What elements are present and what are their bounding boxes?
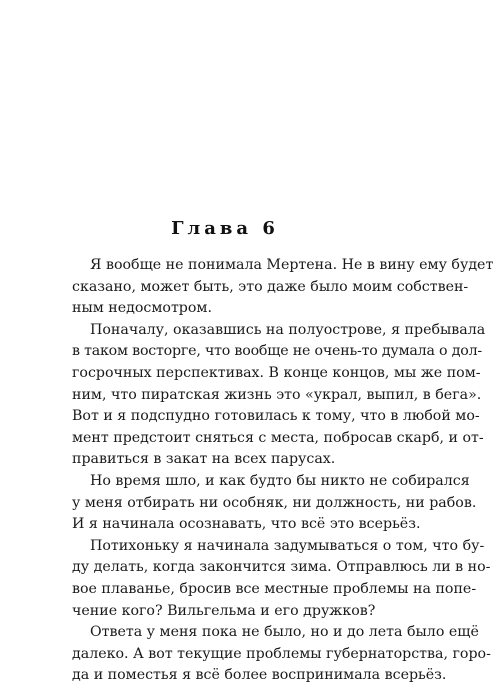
text-line: да и поместья я всё более воспринимала всерьёз. [72, 667, 447, 684]
text-line: сказано, может быть, это даже было моим собствен- [72, 278, 469, 295]
text-line: Потихоньку я начинала задумываться о том, что бу- [90, 537, 485, 554]
text-line: далеко. А вот текущие проблемы губернаторства, горо- [72, 645, 491, 662]
text-line: мент предстоит сняться с места, побросав скарб, и от- [72, 429, 484, 446]
text-line: у меня отбирать ни особняк, ни должность, ни рабов. [72, 494, 477, 511]
text-line: ним, что пиратская жизнь это «украл, выпил, в бега». [72, 386, 482, 403]
text-line: госрочных перспективах. В конце концов, мы же пом- [72, 364, 481, 381]
text-line: Я вообще не понимала Мертена. Не в вину ему будет [90, 257, 493, 273]
text-line: Поначалу, оказавшись на полуострове, я пребывала [90, 321, 486, 338]
text-line: в таком восторге, что вообще не очень-то думала о дол- [72, 343, 482, 360]
text-line: правиться в закат на всех парусах. [72, 451, 336, 468]
chapter-body [72, 255, 493, 687]
chapter-title: Глава 6 [171, 218, 279, 239]
text-line: ным недосмотром. [72, 300, 212, 317]
text-line: Ответа у меня пока не было, но и до лета было ещё [90, 624, 479, 641]
text-line: вое плаванье, бросив все местные проблемы на попе- [72, 580, 477, 597]
text-line: чение кого? Вильгельма и его дружков? [72, 602, 376, 619]
text-line: Вот и я подспудно готовилась к тому, что в любой мо- [72, 408, 480, 425]
text-line: Но время шло, и как будто бы никто не собирался [90, 472, 470, 489]
text-line: ду делать, когда закончится зима. Отправлюсь ли в но- [72, 559, 491, 576]
text-line: И я начинала осознавать, что всё это всерьёз. [72, 516, 421, 533]
